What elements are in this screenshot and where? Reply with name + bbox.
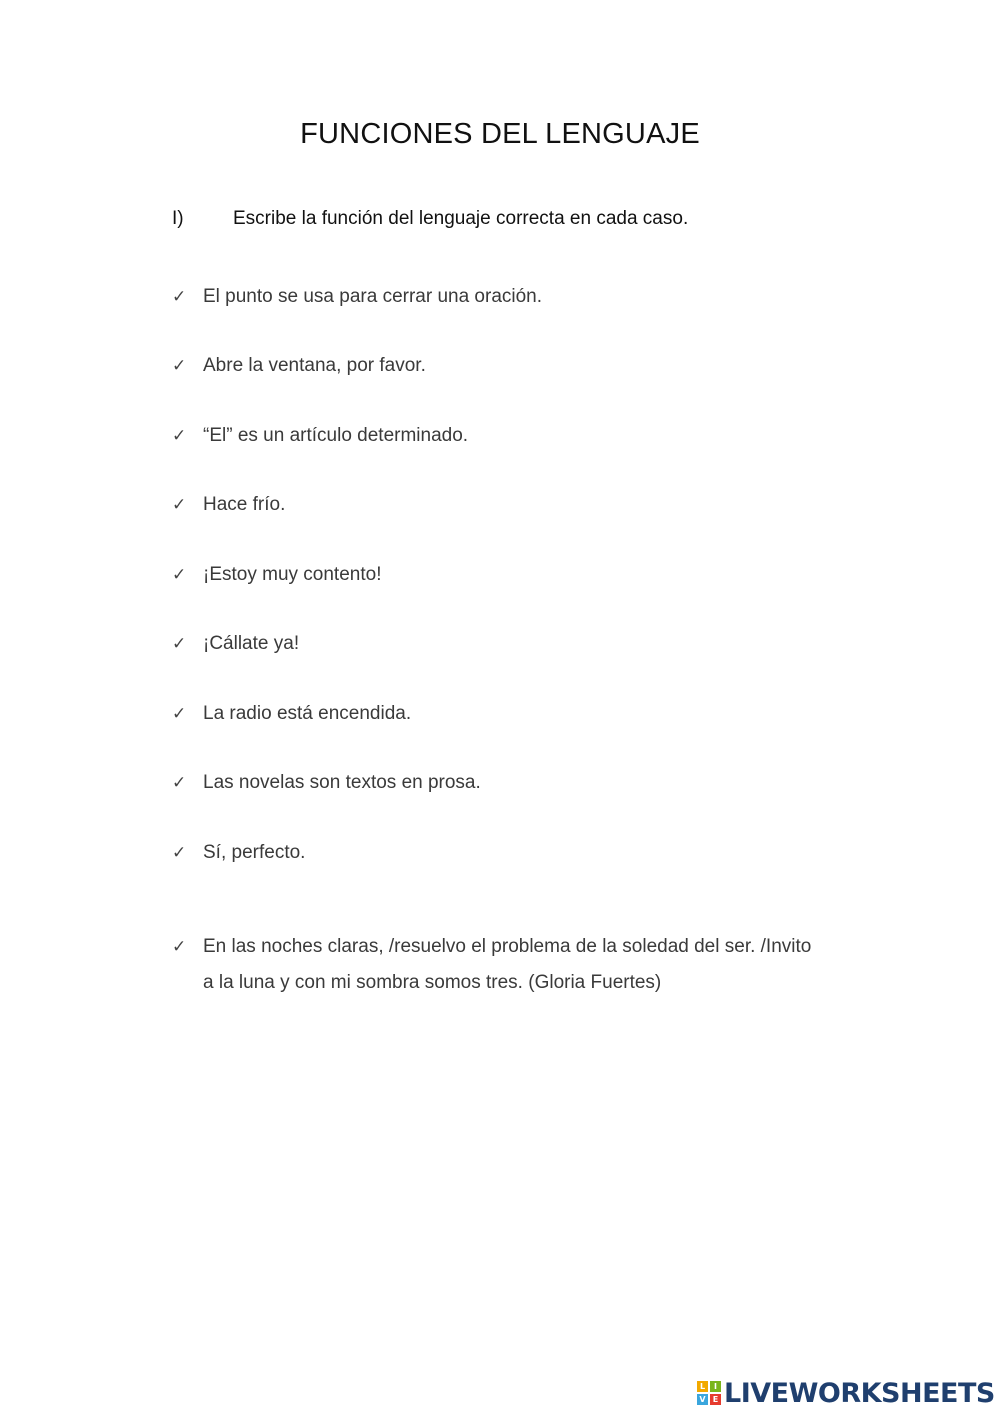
list-item [172, 765, 872, 801]
liveworksheets-logo [697, 1375, 995, 1411]
list-item [172, 487, 872, 523]
instruction-number: I) [172, 208, 184, 229]
item-text: La radio está encendida. [203, 703, 412, 724]
item-text: ¡Cállate ya! [203, 633, 300, 654]
item-text: Hace frío. [203, 494, 286, 515]
page-title: FUNCIONES DEL LENGUAJE [300, 118, 700, 150]
checkmark-icon: ✓ [172, 565, 187, 584]
instruction [172, 208, 688, 230]
list-item [172, 835, 872, 871]
list-item [172, 696, 872, 732]
logo-block: I [710, 1381, 721, 1392]
list-item [172, 279, 872, 315]
logo-text: LIVEWORKSHEETS [724, 1377, 995, 1409]
list-item [172, 626, 872, 662]
item-text: Abre la ventana, por favor. [203, 355, 426, 376]
checkmark-icon: ✓ [172, 843, 187, 862]
checkmark-icon: ✓ [172, 356, 187, 375]
item-text: Sí, perfecto. [203, 842, 306, 863]
checkmark-icon: ✓ [172, 287, 187, 306]
list-item [172, 418, 872, 454]
checkmark-icon: ✓ [172, 426, 187, 445]
list-item [172, 557, 872, 593]
item-text-line-1: En las noches claras, /resuelvo el problema de la soledad del ser. /Invito [203, 936, 812, 957]
checkmark-icon: ✓ [172, 704, 187, 723]
item-text-line-2: a la luna y con mi sombra somos tres. (Gloria Fuertes) [203, 972, 662, 993]
item-text: Las novelas son textos en prosa. [203, 772, 481, 793]
list-item [172, 348, 872, 384]
list-item-quote [172, 929, 872, 1001]
item-text: ¡Estoy muy contento! [203, 564, 382, 585]
logo-block: E [710, 1394, 721, 1405]
instruction-text: Escribe la función del lenguaje correcta en cada caso. [233, 208, 689, 229]
item-text: El punto se usa para cerrar una oración. [203, 286, 543, 307]
checkmark-icon: ✓ [172, 773, 187, 792]
logo-block: V [697, 1394, 708, 1405]
item-text: “El” es un artículo determinado. [203, 425, 469, 446]
checkmark-icon: ✓ [172, 634, 187, 653]
checkmark-icon: ✓ [172, 495, 187, 514]
logo-block: L [697, 1381, 708, 1392]
checkmark-icon: ✓ [172, 937, 187, 956]
logo-blocks-icon [697, 1381, 721, 1405]
